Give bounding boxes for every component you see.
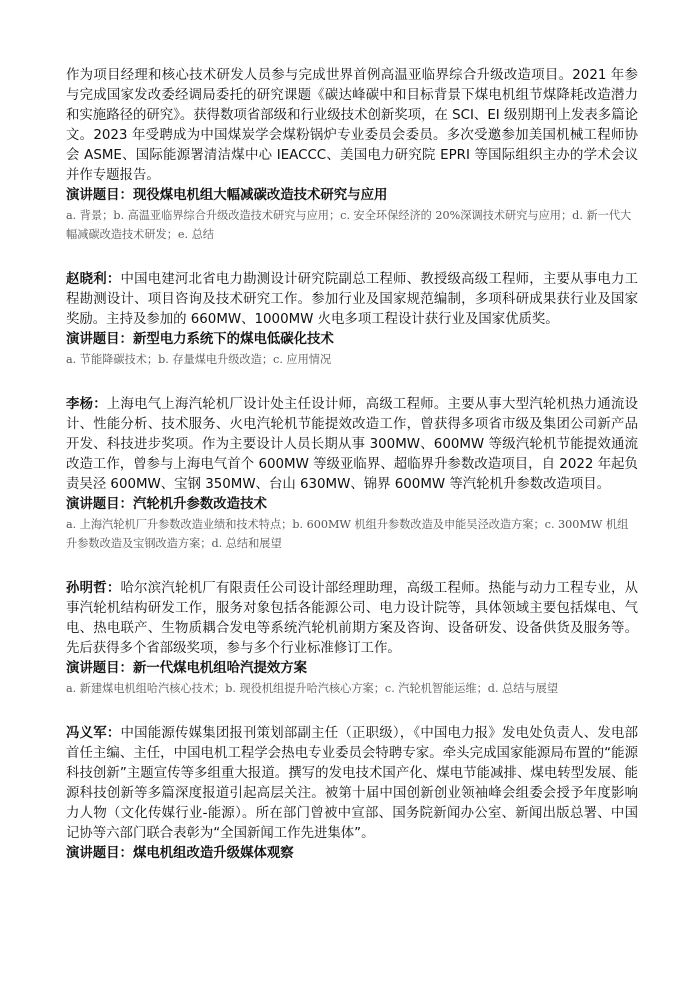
speaker-block-sun — [66, 579, 638, 698]
talk-topic: 演讲题目：现役煤电机组大幅减碳改造技术研究与应用 — [66, 188, 388, 203]
speaker-bio-text: 中国电建河北省电力勘测设计研究院副总工程师、教授级高级工程师，主要从事电力工程勘测设计、项目咨询及技术研究工作。参加行业及国家规范编制，多项科研成果获行业及国家奖励。主持及参加的 660MW、1000MW 火电多项工程设计获行业及国家优质奖。 — [66, 272, 638, 327]
talk-topic: 演讲题目：汽轮机升参数改造技术 — [66, 497, 267, 512]
speaker-bio: 作为项目经理和核心技术研发人员参与完成世界首例高温亚临界综合升级改造项目。2021 年参与完成国家发改委经调局委托的研究课题《碳达峰碳中和目标背景下煤电机组节煤降耗改造潜力和实施路径的研究》。获得数项省部级和行业级技术创新奖项，在 SCI、EI 级别期刊上发表多篇论文。2023 年受聘成为中国煤炭学会煤粉锅炉专业委员会委员。多次受邀参加美国机械工程师协会 ASME、国际能源署清洁煤中心 IEACCC、美国电力研究院 EPRI 等国际组织主办的学术会议并作专题报告。 — [66, 68, 638, 183]
speaker-block-intro — [66, 66, 638, 244]
talk-outline: a. 背景；b. 高温亚临界综合升级改造技术研究与应用；c. 安全环保经济的 20%深调技术研究与应用；d. 新一代大幅减碳改造技术研发；e. 总结 — [66, 209, 632, 241]
talk-outline: a. 上海汽轮机厂升参数改造业绩和技术特点；b. 600MW 机组升参数改造及申能吴泾改造方案；c. 300MW 机组升参数改造及宝钢改造方案；d. 总结和展望 — [66, 518, 629, 550]
speaker-bio-text: 中国能源传媒集团报刊策划部副主任（正职级），《中国电力报》发电处负责人、发电部首任主编、主任，中国电机工程学会热电专业委员会特聘专家。牵头完成国家能源局布置的“能源科技创新”主题宣传等多组重大报道。撰写的发电技术国产化、煤电节能减排、煤电转型发展、能源科技创新等多篇深度报道引起高层关注。被第十届中国创新创业领袖峰会组委会授予年度影响力人物（文化传媒行业-能源）。所在部门曾被中宣部、国务院新闻办公室、新闻出版总署、中国记协等六部门联合表彰为“全国新闻工作先进集体”。 — [66, 726, 638, 841]
talk-topic: 演讲题目：新一代煤电机组哈汽提效方案 — [66, 661, 308, 676]
speaker-block-feng — [66, 724, 638, 864]
talk-topic: 演讲题目：煤电机组改造升级媒体观察 — [66, 846, 294, 861]
talk-outline: a. 新建煤电机组哈汽核心技术；b. 现役机组提升哈汽核心方案；c. 汽轮机智能运维；d. 总结与展望 — [66, 682, 559, 695]
speaker-bio-text: 上海电气上海汽轮机厂设计处主任设计师，高级工程师。主要从事大型汽轮机热力通流设计、性能分析、技术服务、火电汽轮机节能提效改造工作，曾获得多项省市级及集团公司新产品开发、科技进步奖项。作为主要设计人员长期从事 300MW、600MW 等级汽轮机节能提效通流改造工作，曾参与上海电气首个 600MW 等级亚临界、超临界升参数改造项目，自 2022 年起负责吴泾 600MW、宝钢 350MW、台山 630MW、锦界 600MW 等汽轮机升参数改造项目。 — [66, 397, 638, 492]
speaker-bio — [66, 270, 638, 330]
document-page — [66, 66, 638, 890]
speaker-block-zhao — [66, 270, 638, 369]
speaker-bio — [66, 724, 638, 844]
speaker-name: 赵晓利： — [66, 272, 121, 287]
speaker-name: 冯义军： — [66, 726, 121, 741]
speaker-block-li — [66, 395, 638, 553]
speaker-bio-text: 哈尔滨汽轮机厂有限责任公司设计部经理助理，高级工程师。热能与动力工程专业，从事汽轮机结构研发工作，服务对象包括各能源公司、电力设计院等，具体领域主要包括煤电、气电、热电联产、生物质耦合发电等系统汽轮机前期方案及咨询、设备研发、设备供货及服务等。先后获得多个省部级奖项，参与多个行业标准修订工作。 — [66, 581, 638, 656]
speaker-name: 孙明哲： — [66, 581, 121, 596]
talk-outline: a. 节能降碳技术；b. 存量煤电升级改造；c. 应用情况 — [66, 353, 332, 366]
speaker-bio — [66, 579, 638, 659]
speaker-bio — [66, 395, 638, 495]
talk-topic: 演讲题目：新型电力系统下的煤电低碳化技术 — [66, 332, 334, 347]
speaker-name: 李杨： — [66, 397, 107, 412]
